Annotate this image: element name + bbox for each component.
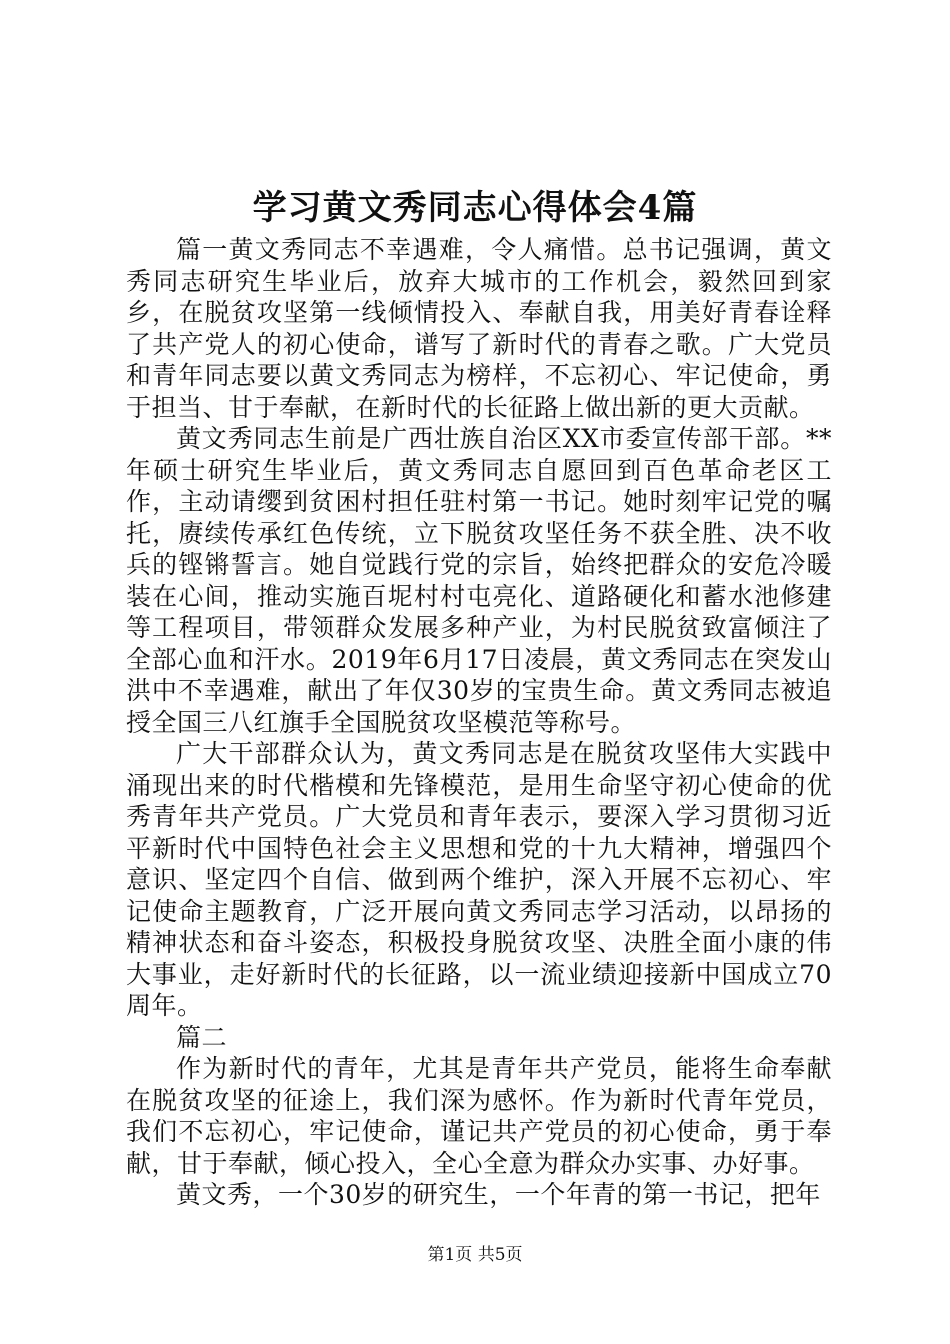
paragraph-1: 篇一黄文秀同志不幸遇难，令人痛惜。总书记强调，黄文秀同志研究生毕业后，放弃大城市的工作机会，毅然回到家乡，在脱贫攻坚第一线倾情投入、奉献自我，用美好青春诠释了共产党人的初心使命，谱写了新时代的青春之歌。广大党员和青年同志要以黄文秀同志为榜样，不忘初心、牢记使命，勇于担当、甘于奉献，在新时代的长征路上做出新的更大贡献。: [126, 235, 832, 422]
document-title: 学习黄文秀同志心得体会4篇: [252, 188, 698, 228]
paragraph-3: 广大干部群众认为，黄文秀同志是在脱贫攻坚伟大实践中涌现出来的时代楷模和先锋模范，是用生命坚守初心使命的优秀青年共产党员。广大党员和青年表示，要深入学习贯彻习近平新时代中国特色社会主义思想和党的十九大精神，增强四个意识、坚定四个自信、做到两个维护，深入开展不忘初心、牢记使命主题教育，广泛开展向黄文秀同志学习活动，以昂扬的精神状态和奋斗姿态，积极投身脱贫攻坚、决胜全面小康的伟大事业，走好新时代的长征路，以一流业绩迎接新中国成立70周年。: [126, 739, 832, 1020]
section-heading-part-two: 篇二: [176, 1022, 228, 1052]
paragraph-2: 黄文秀同志生前是广西壮族自治区XX市委宣传部干部。**年硕士研究生毕业后，黄文秀同志自愿回到百色革命老区工作，主动请缨到贫困村担任驻村第一书记。她时刻牢记党的嘱托，赓续传承红色传统，立下脱贫攻坚任务不获全胜、决不收兵的铿锵誓言。她自觉践行党的宗旨，始终把群众的安危冷暖装在心间，推动实施百坭村村屯亮化、道路硬化和蓄水池修建等工程项目，带领群众发展多种产业，为村民脱贫致富倾注了全部心血和汗水。2019年6月17日凌晨，黄文秀同志在突发山洪中不幸遇难，献出了年仅30岁的宝贵生命。黄文秀同志被追授全国三八红旗手全国脱贫攻坚模范等称号。: [126, 424, 832, 737]
document-body: [126, 234, 832, 1211]
page-number-footer: 第1页 共5页: [427, 1245, 523, 1265]
paragraph-5: 黄文秀，一个30岁的研究生，一个年青的第一书记，把年: [176, 1180, 821, 1209]
paragraph-4: 作为新时代的青年，尤其是青年共产党员，能将生命奉献在脱贫攻坚的征途上，我们深为感怀。作为新时代青年党员，我们不忘初心，牢记使命，谨记共产党员的初心使命，勇于奉献，甘于奉献，倾心投入，全心全意为群众办实事、办好事。: [126, 1054, 832, 1178]
